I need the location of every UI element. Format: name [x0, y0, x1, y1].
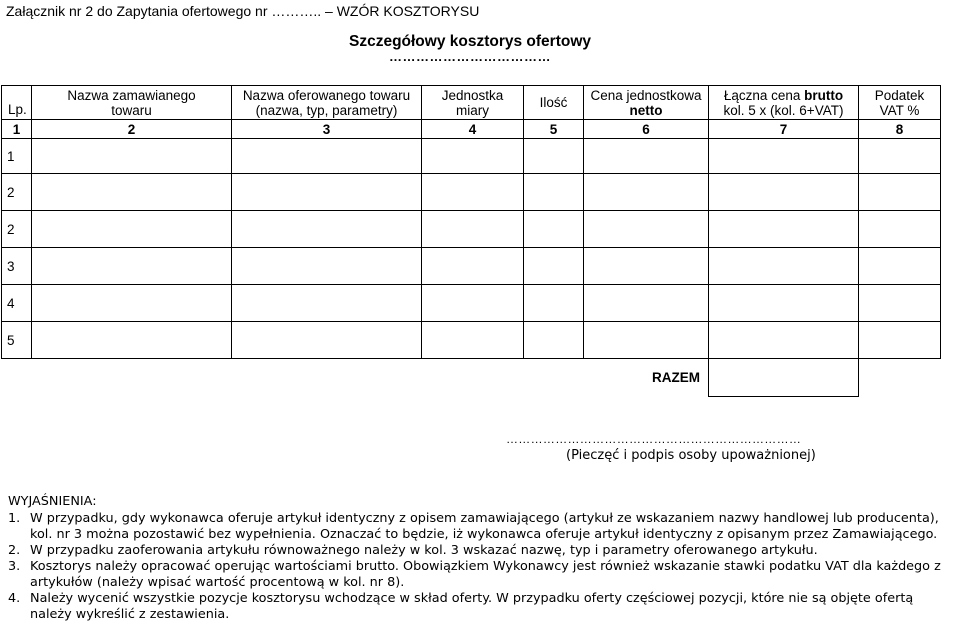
column-number: 7 — [709, 120, 859, 139]
header-lp: Lp. — [2, 86, 32, 120]
cell-offered-name[interactable] — [232, 211, 422, 248]
explanation-text: W przypadku, gdy wykonawca oferuje artykuł identyczny z opisem zamawiającego (artykuł ze wskazaniem nazwy handlowej lub producenta), kol. nr 3 można pozostawić bez wypełnienia. Oznaczać to będzie, iż wykonawca oferuje artykuł identyczny z opisanym przez Zamawiającego. — [30, 511, 939, 542]
cell-total-price[interactable] — [709, 211, 859, 248]
cell-unit-price[interactable] — [584, 248, 709, 285]
cell-unit-price[interactable] — [584, 322, 709, 359]
column-number-row — [2, 120, 941, 139]
cell-unit[interactable] — [422, 248, 524, 285]
header-vat-line1: Podatek — [874, 87, 925, 103]
explanation-item — [8, 559, 953, 591]
column-number: 1 — [2, 120, 32, 139]
explanation-text: Należy wycenić wszystkie pozycje kosztorysu wchodzące w skład oferty. W przypadku oferty częściowej pozycji, które nie są objęte ofertą należy wykreślić z zestawienia. — [30, 591, 914, 622]
cell-offered-name[interactable] — [232, 174, 422, 211]
explanation-number: 2. — [8, 543, 21, 558]
table-row — [2, 139, 941, 174]
header-unit-price-line2: netto — [629, 102, 663, 118]
header-offered-name — [232, 86, 422, 120]
total-row — [2, 359, 941, 397]
cell-unit-price[interactable] — [584, 174, 709, 211]
table-row — [2, 285, 941, 322]
cell-offered-name[interactable] — [232, 248, 422, 285]
row-lp: 2 — [2, 211, 32, 248]
header-unit-line2: miary — [456, 102, 489, 118]
explanation-number: 3. — [8, 559, 21, 574]
header-total-price-line1 — [709, 88, 858, 103]
column-number: 3 — [232, 120, 422, 139]
cell-unit-price[interactable] — [584, 211, 709, 248]
cell-quantity[interactable] — [524, 211, 584, 248]
cell-vat[interactable] — [859, 322, 941, 359]
explanation-item — [8, 543, 953, 559]
signature-label: (Pieczęć i podpis osoby upoważnionej) — [566, 448, 816, 463]
title-dots: ……………………………… — [389, 49, 551, 64]
cell-vat[interactable] — [859, 139, 941, 174]
cell-total-price[interactable] — [709, 174, 859, 211]
column-number: 4 — [422, 120, 524, 139]
cell-requested-name[interactable] — [32, 139, 232, 174]
cell-requested-name[interactable] — [32, 211, 232, 248]
cell-total-price[interactable] — [709, 285, 859, 322]
total-value-cell[interactable] — [709, 359, 859, 397]
cell-total-price[interactable] — [709, 248, 859, 285]
cell-total-price[interactable] — [709, 322, 859, 359]
total-label: RAZEM — [652, 370, 700, 386]
cell-requested-name[interactable] — [32, 174, 232, 211]
cell-requested-name[interactable] — [32, 248, 232, 285]
signature-line: ……………………………………………………………… — [506, 432, 802, 446]
cell-quantity[interactable] — [524, 174, 584, 211]
page-title: Szczegółowy kosztorys ofertowy — [348, 33, 592, 50]
header-requested-name — [32, 86, 232, 120]
row-lp: 3 — [2, 248, 32, 285]
table-row — [2, 248, 941, 285]
cell-offered-name[interactable] — [232, 285, 422, 322]
explanation-number: 1. — [8, 511, 21, 526]
header-total-price-line2: kol. 5 x (kol. 6+VAT) — [723, 102, 844, 118]
attachment-header: Załącznik nr 2 do Zapytania ofertowego nr ……….. – WZÓR KOSZTORYSU — [6, 3, 480, 19]
cell-vat[interactable] — [859, 211, 941, 248]
cell-requested-name[interactable] — [32, 322, 232, 359]
cell-unit[interactable] — [422, 211, 524, 248]
explanation-number: 4. — [8, 591, 21, 606]
cost-estimate-table — [1, 85, 941, 397]
explanations — [8, 494, 953, 623]
cell-requested-name[interactable] — [32, 285, 232, 322]
explanation-text: W przypadku zaoferowania artykułu równoważnego należy w kol. 3 wskazać nazwę, typ i parametry oferowanego artykułu. — [30, 543, 818, 558]
table-row — [2, 174, 941, 211]
cell-offered-name[interactable] — [232, 139, 422, 174]
cell-quantity[interactable] — [524, 322, 584, 359]
cell-unit[interactable] — [422, 322, 524, 359]
row-lp: 1 — [2, 139, 32, 174]
header-vat-line2: VAT % — [879, 102, 920, 118]
header-unit-price-line1: Cena jednostkowa — [590, 87, 702, 103]
header-requested-name-line2: towaru — [111, 102, 152, 118]
cell-quantity[interactable] — [524, 248, 584, 285]
cell-vat[interactable] — [859, 174, 941, 211]
header-offered-name-line2: (nazwa, typ, parametry) — [255, 102, 398, 118]
cell-vat[interactable] — [859, 285, 941, 322]
cell-unit[interactable] — [422, 174, 524, 211]
explanation-item — [8, 591, 953, 623]
cell-vat[interactable] — [859, 248, 941, 285]
explanations-heading: WYJAŚNIENIA: — [8, 494, 97, 509]
header-unit — [422, 86, 524, 120]
row-lp: 4 — [2, 285, 32, 322]
cell-unit[interactable] — [422, 285, 524, 322]
table-row — [2, 211, 941, 248]
header-quantity: Ilość — [524, 86, 584, 120]
header-total-brutto: brutto — [804, 87, 844, 103]
header-vat — [859, 86, 941, 120]
column-number: 5 — [524, 120, 584, 139]
cell-offered-name[interactable] — [232, 322, 422, 359]
header-unit-price — [584, 86, 709, 120]
column-number: 8 — [859, 120, 941, 139]
column-number: 2 — [32, 120, 232, 139]
header-total-price — [709, 86, 859, 120]
header-unit-line1: Jednostka — [441, 87, 504, 103]
cell-total-price[interactable] — [709, 139, 859, 174]
cell-unit-price[interactable] — [584, 285, 709, 322]
header-offered-name-line1: Nazwa oferowanego towaru — [242, 87, 411, 103]
table-row — [2, 322, 941, 359]
cell-unit-price[interactable] — [584, 139, 709, 174]
cell-unit[interactable] — [422, 139, 524, 174]
header-requested-name-line1: Nazwa zamawianego — [67, 87, 196, 103]
header-total-label: Łączna cena — [723, 87, 805, 103]
explanation-text: Kosztorys należy opracować operując wartościami brutto. Obowiązkiem Wykonawcy jest również wskazanie stawki podatku VAT dla każdego z artykułów (należy wpisać wartość procentową w kol. nr 8). — [30, 559, 941, 590]
row-lp: 2 — [2, 174, 32, 211]
column-number: 6 — [584, 120, 709, 139]
header-row — [2, 86, 941, 120]
explanation-item — [8, 511, 953, 543]
cell-quantity[interactable] — [524, 285, 584, 322]
cell-quantity[interactable] — [524, 139, 584, 174]
row-lp: 5 — [2, 322, 32, 359]
